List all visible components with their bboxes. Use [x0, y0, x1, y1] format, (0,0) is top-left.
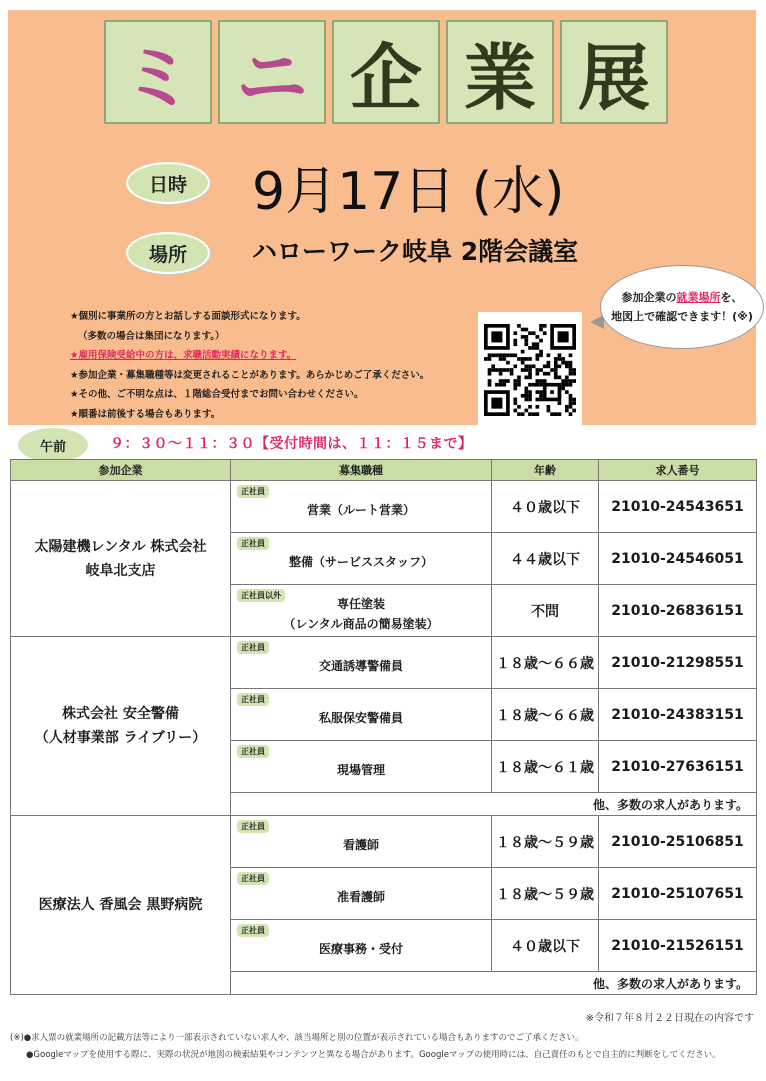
footer-note: ●Googleマップを使用する際に、実際の状況が地図の検索結果やコンテンツと異なる場合があります。Googleマップの使用時には、自己責任のもとで自主的に判断をしてください。: [26, 1050, 721, 1060]
note-item: ★順番は前後する場合もあります。: [70, 408, 221, 420]
job-number-cell: 21010-25106851: [599, 816, 757, 868]
employment-tag: 正社員: [237, 924, 269, 937]
callout-line-2: 地図上で確認できます！(※): [611, 310, 753, 323]
title-char-3: 企: [332, 20, 440, 124]
table-row: [11, 637, 757, 689]
note-item: ★雇用保険受給中の方は、求職活動実績になります。: [70, 350, 297, 361]
age-cell: １８歳～６１歳: [492, 741, 599, 793]
employment-tag: 正社員: [237, 485, 269, 498]
header-job: 募集職種: [231, 460, 492, 481]
map-callout: [600, 265, 764, 349]
callout-line-1: 参加企業の就業場所を、: [621, 291, 743, 304]
employment-tag: 正社員: [237, 693, 269, 706]
job-number-cell: 21010-21298551: [599, 637, 757, 689]
table-header-row: [11, 460, 757, 481]
employment-tag: 正社員: [237, 745, 269, 758]
map-qr-code[interactable]: [478, 312, 582, 428]
note-item: ★個別に事業所の方とお話しする面談形式になります。: [70, 311, 306, 322]
event-title: [104, 20, 668, 124]
event-date: 9月17日 (水): [252, 162, 565, 222]
as-of-date-note: ※令和７年８月２２日現在の内容です: [585, 1013, 754, 1024]
more-jobs-note: 他、多数の求人があります。: [231, 793, 757, 816]
job-number-cell: 21010-25107651: [599, 868, 757, 920]
event-venue: ハローワーク岐阜 2階会議室: [252, 237, 579, 266]
job-cell: 正社員 私服保安警備員: [231, 689, 492, 741]
job-table: [10, 459, 757, 995]
company-cell: 医療法人 香風会 黒野病院: [11, 816, 231, 995]
header-age: 年齢: [492, 460, 599, 481]
header-job-number: 求人番号: [599, 460, 757, 481]
job-number-cell: 21010-26836151: [599, 585, 757, 637]
job-cell: 正社員 准看護師: [231, 868, 492, 920]
age-cell: 不問: [492, 585, 599, 637]
note-item: ★参加企業・募集職種等は変更されることがあります。あらかじめご了承ください。: [70, 369, 430, 381]
place-label: 場所: [126, 232, 210, 274]
note-item: ★その他、ご不明な点は、１階総合受付までお問い合わせください。: [70, 389, 364, 400]
employment-tag: 正社員: [237, 641, 269, 654]
session-label: 午前: [18, 428, 88, 462]
employment-tag: 正社員: [237, 820, 269, 833]
age-cell: １８歳～５９歳: [492, 868, 599, 920]
age-cell: ４４歳以下: [492, 533, 599, 585]
job-cell: 正社員 整備（サービススタッフ）: [231, 533, 492, 585]
job-number-cell: 21010-21526151: [599, 920, 757, 972]
job-cell: 正社員 営業（ルート営業）: [231, 481, 492, 533]
job-cell: 正社員 医療事務・受付: [231, 920, 492, 972]
job-number-cell: 21010-24543651: [599, 481, 757, 533]
job-cell: 正社員 看護師: [231, 816, 492, 868]
age-cell: ４０歳以下: [492, 920, 599, 972]
job-number-cell: 21010-24383151: [599, 689, 757, 741]
title-char-4: 業: [446, 20, 554, 124]
footer-note: (※)●求人票の就業場所の記載方法等により一部表示されていない求人や、該当場所と別の位置が表示されている場合もありますのでご了承ください。: [10, 1033, 584, 1043]
age-cell: １８歳～６６歳: [492, 637, 599, 689]
title-char-5: 展: [560, 20, 668, 124]
header-company: 参加企業: [11, 460, 231, 481]
employment-tag: 正社員以外: [237, 589, 285, 602]
date-label: 日時: [126, 162, 210, 204]
job-cell: 正社員以外 専任塗装 （レンタル商品の簡易塗装）: [231, 585, 492, 637]
session-time: ９：３０～１１：３０【受付時間は、１１：１５まで】: [110, 436, 473, 452]
more-jobs-note: 他、多数の求人があります。: [231, 972, 757, 995]
job-number-cell: 21010-27636151: [599, 741, 757, 793]
job-cell: 正社員 交通誘導警備員: [231, 637, 492, 689]
age-cell: ４０歳以下: [492, 481, 599, 533]
company-cell: 株式会社 安全警備 （人材事業部 ライブリー）: [11, 637, 231, 816]
footer-notes: [10, 1030, 721, 1064]
job-cell: 正社員 現場管理: [231, 741, 492, 793]
title-char-1: ミ: [104, 20, 212, 124]
employment-tag: 正社員: [237, 872, 269, 885]
title-char-2: ニ: [218, 20, 326, 124]
age-cell: １８歳～６６歳: [492, 689, 599, 741]
qr-code-icon: [484, 318, 576, 422]
job-number-cell: 21010-24546051: [599, 533, 757, 585]
note-item: （多数の場合は集団になります。）: [78, 330, 225, 342]
hero-banner: [8, 10, 756, 425]
table-row: [11, 481, 757, 533]
employment-tag: 正社員: [237, 537, 269, 550]
table-row: [11, 816, 757, 868]
company-cell: 太陽建機レンタル 株式会社 岐阜北支店: [11, 481, 231, 637]
age-cell: １８歳～５９歳: [492, 816, 599, 868]
event-notes: [70, 307, 429, 424]
